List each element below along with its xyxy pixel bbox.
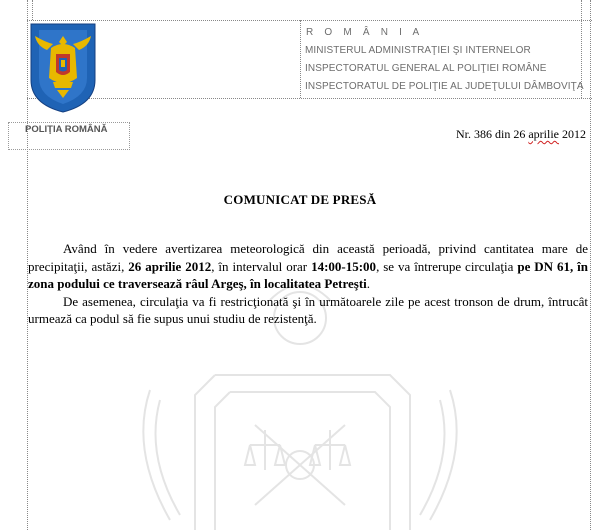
paragraph-1 [28, 240, 588, 293]
paragraph-2: De asemenea, circulaţia va fi restricţionată şi în următoarele zile pe acest tronson de drum, întrucât urmează ca podul să fie supus unui studiu de rezistenţă. [28, 293, 588, 326]
p1-text-3: , se va întrerupe circulaţia [376, 258, 518, 274]
p1-text-4: . [366, 276, 371, 291]
body-text [28, 240, 588, 328]
header-general-inspectorate: INSPECTORATUL GENERAL AL POLIŢIEI ROMÂNE [305, 63, 547, 74]
header-country: R O M Â N I A [306, 27, 424, 38]
logo-caption: POLIŢIA ROMÂNĂ [8, 122, 130, 150]
reference-year: 2012 [559, 127, 586, 141]
reference-prefix: Nr. 386 din 26 [456, 127, 529, 141]
p1-hours: 14:00-15:00 [311, 258, 377, 274]
reference-month: aprilie [528, 127, 559, 141]
reference-number [456, 127, 586, 142]
p1-text-1: Având în vedere avertizarea meteorologică din această perioadă, privind cantitatea mare de precipitaţii, astăzi, [28, 241, 588, 274]
header-ministry: MINISTERUL ADMINISTRAŢIEI ŞI INTERNELOR [305, 45, 531, 56]
header-county-inspectorate: INSPECTORATUL DE POLIŢIE AL JUDEŢULUI DÂMBOVIŢA [305, 81, 584, 92]
document-title: COMUNICAT DE PRESĂ [223, 192, 377, 207]
p1-date: 26 aprilie 2012 [128, 258, 212, 274]
coat-of-arms-icon [27, 22, 99, 114]
p1-road: pe DN 61, în zona podului ce traversează râul Argeş, în localitatea Petreşti [28, 258, 588, 291]
p1-text-2: , în intervalul orar [211, 258, 312, 274]
